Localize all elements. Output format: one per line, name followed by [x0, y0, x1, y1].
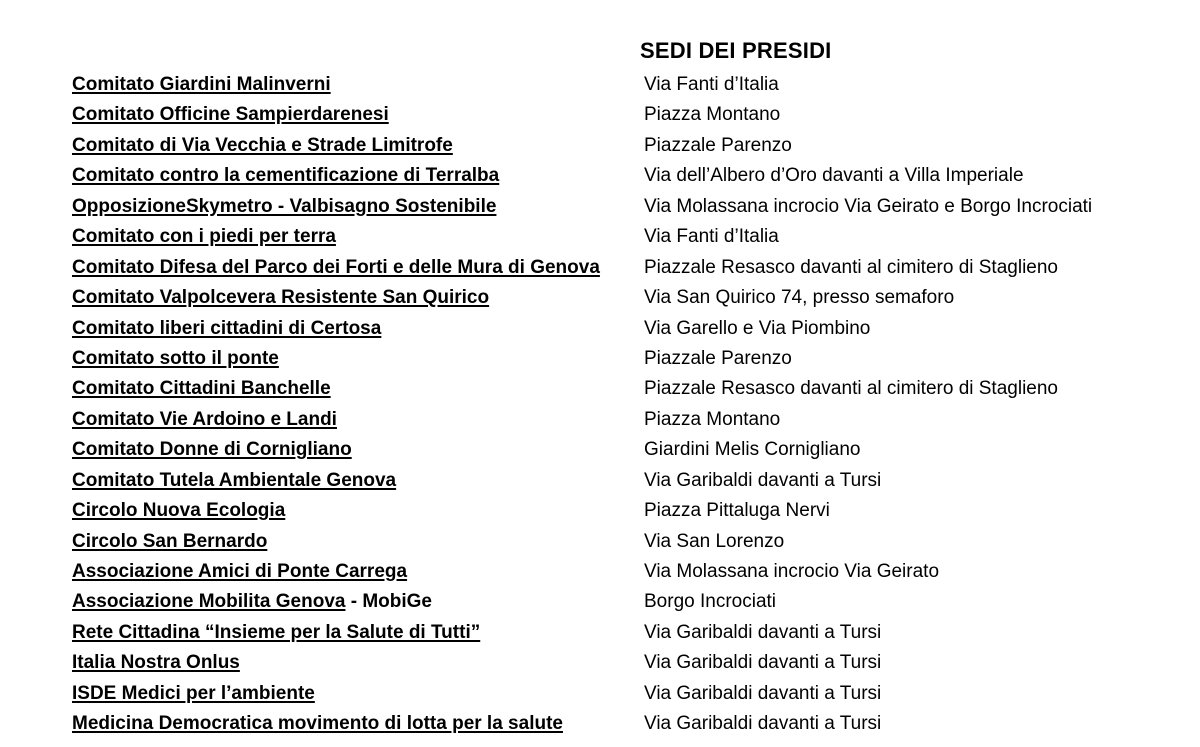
organization-name	[72, 587, 432, 617]
presidio-location: Piazza Montano	[644, 408, 781, 430]
list-item	[0, 100, 1200, 130]
presidio-location: Giardini Melis Cornigliano	[644, 439, 861, 461]
organization-name	[72, 253, 600, 283]
page-title: SEDI DEI PRESIDI	[640, 38, 832, 63]
organization-name	[72, 374, 331, 404]
organization-name-underlined: Comitato Tutela Ambientale Genova	[72, 469, 397, 491]
presidio-location: Piazza Montano	[644, 104, 781, 126]
organization-name-underlined: Associazione Mobilita Genova	[72, 591, 346, 613]
organization-name	[72, 131, 453, 161]
organization-name	[72, 344, 279, 374]
organization-name-underlined: Comitato Donne di Cornigliano	[72, 439, 352, 461]
organization-name-underlined: Comitato sotto il ponte	[72, 347, 279, 369]
list-item	[0, 222, 1200, 252]
list-item	[0, 405, 1200, 435]
organization-name	[72, 192, 496, 222]
list-item	[0, 161, 1200, 191]
organization-name-underlined: Rete Cittadina “Insieme per la Salute di Tutti”	[72, 621, 481, 643]
organization-name-underlined: Comitato Valpolcevera Resistente San Quirico	[72, 287, 490, 309]
organization-name	[72, 70, 331, 100]
presidio-location: Via Fanti d’Italia	[644, 226, 779, 248]
presidio-location: Via Garello e Via Piombino	[644, 317, 871, 339]
organization-name-underlined: Medicina Democratica movimento di lotta per la salute	[72, 713, 563, 735]
organization-name	[72, 496, 285, 526]
presidio-location: Piazzale Parenzo	[644, 134, 792, 156]
presidio-location: Piazza Pittaluga Nervi	[644, 500, 830, 522]
list-item	[0, 679, 1200, 709]
organization-name	[72, 405, 337, 435]
presidio-location: Via Fanti d’Italia	[644, 74, 779, 95]
organization-name	[72, 648, 240, 678]
organization-name-underlined: Comitato liberi cittadini di Certosa	[72, 317, 382, 339]
presidio-location: Via San Quirico 74, presso semaforo	[644, 287, 955, 309]
organization-name-underlined: Comitato Vie Ardoino e Landi	[72, 408, 337, 430]
organization-name-underlined: ISDE Medici per l’ambiente	[72, 682, 315, 704]
organization-name	[72, 283, 489, 313]
list-item	[0, 131, 1200, 161]
presidio-location: Piazzale Resasco davanti al cimitero di Staglieno	[644, 378, 1058, 400]
presidio-location: Piazzale Resasco davanti al cimitero di Staglieno	[644, 256, 1058, 278]
organization-name-underlined: Comitato di Via Vecchia e Strade Limitrofe	[72, 134, 453, 156]
list-item	[0, 466, 1200, 496]
organization-name-underlined: Comitato Cittadini Banchelle	[72, 378, 331, 400]
organization-name	[72, 314, 381, 344]
organization-name	[72, 466, 396, 496]
presidio-location: Via Garibaldi davanti a Tursi	[644, 621, 882, 643]
list-item	[0, 527, 1200, 557]
organization-name	[72, 557, 407, 587]
presidio-location: Via Garibaldi davanti a Tursi	[644, 713, 882, 735]
organization-name-underlined: Circolo San Bernardo	[72, 530, 268, 552]
organization-name-underlined: Italia Nostra Onlus	[72, 652, 240, 674]
list-item	[0, 557, 1200, 587]
organization-name-underlined: Circolo Nuova Ecologia	[72, 500, 286, 522]
organization-name-underlined: Comitato Officine Sampierdarenesi	[72, 104, 389, 126]
organization-name-underlined: Associazione Amici di Ponte Carrega	[72, 561, 408, 582]
list-item	[0, 435, 1200, 465]
organization-name	[72, 435, 352, 465]
presidio-location: Via Molassana incrocio Via Geirato e Borgo Incrociati	[644, 195, 1093, 217]
presidio-location: Via dell’Albero d’Oro davanti a Villa Imperiale	[644, 165, 1024, 187]
organization-name	[72, 679, 315, 709]
organization-name	[72, 161, 499, 191]
list-item	[0, 344, 1200, 374]
organization-name-underlined: OpposizioneSkymetro - Valbisagno Sostenibile	[72, 195, 497, 217]
list-item	[0, 496, 1200, 526]
list-item	[0, 587, 1200, 617]
list-item	[0, 648, 1200, 678]
presidio-location: Piazzale Parenzo	[644, 347, 792, 369]
organization-name	[72, 222, 336, 252]
organization-name	[72, 527, 267, 557]
presidio-location: Via Garibaldi davanti a Tursi	[644, 652, 882, 674]
list-item	[0, 618, 1200, 648]
list-item	[0, 374, 1200, 404]
organization-name-suffix: - MobiGe	[345, 591, 433, 613]
presidio-location: Via Garibaldi davanti a Tursi	[644, 682, 882, 704]
list-item	[0, 253, 1200, 283]
organization-name-underlined: Comitato contro la cementificazione di Terralba	[72, 165, 500, 187]
organization-name-underlined: Comitato Difesa del Parco dei Forti e delle Mura di Genova	[72, 256, 600, 278]
list-item	[0, 283, 1200, 313]
presidio-location: Via San Lorenzo	[644, 530, 785, 552]
presidi-list	[0, 70, 1200, 740]
organization-name	[72, 618, 480, 648]
presidio-location: Borgo Incrociati	[644, 591, 777, 613]
organization-name	[72, 100, 389, 130]
list-item	[0, 192, 1200, 222]
presidio-location: Via Molassana incrocio Via Geirato	[644, 561, 940, 582]
list-item	[0, 314, 1200, 344]
presidio-location: Via Garibaldi davanti a Tursi	[644, 469, 882, 491]
list-item	[0, 70, 1200, 100]
organization-name	[72, 709, 563, 739]
organization-name-underlined: Comitato Giardini Malinverni	[72, 74, 331, 95]
list-item	[0, 709, 1200, 739]
organization-name-underlined: Comitato con i piedi per terra	[72, 226, 336, 248]
